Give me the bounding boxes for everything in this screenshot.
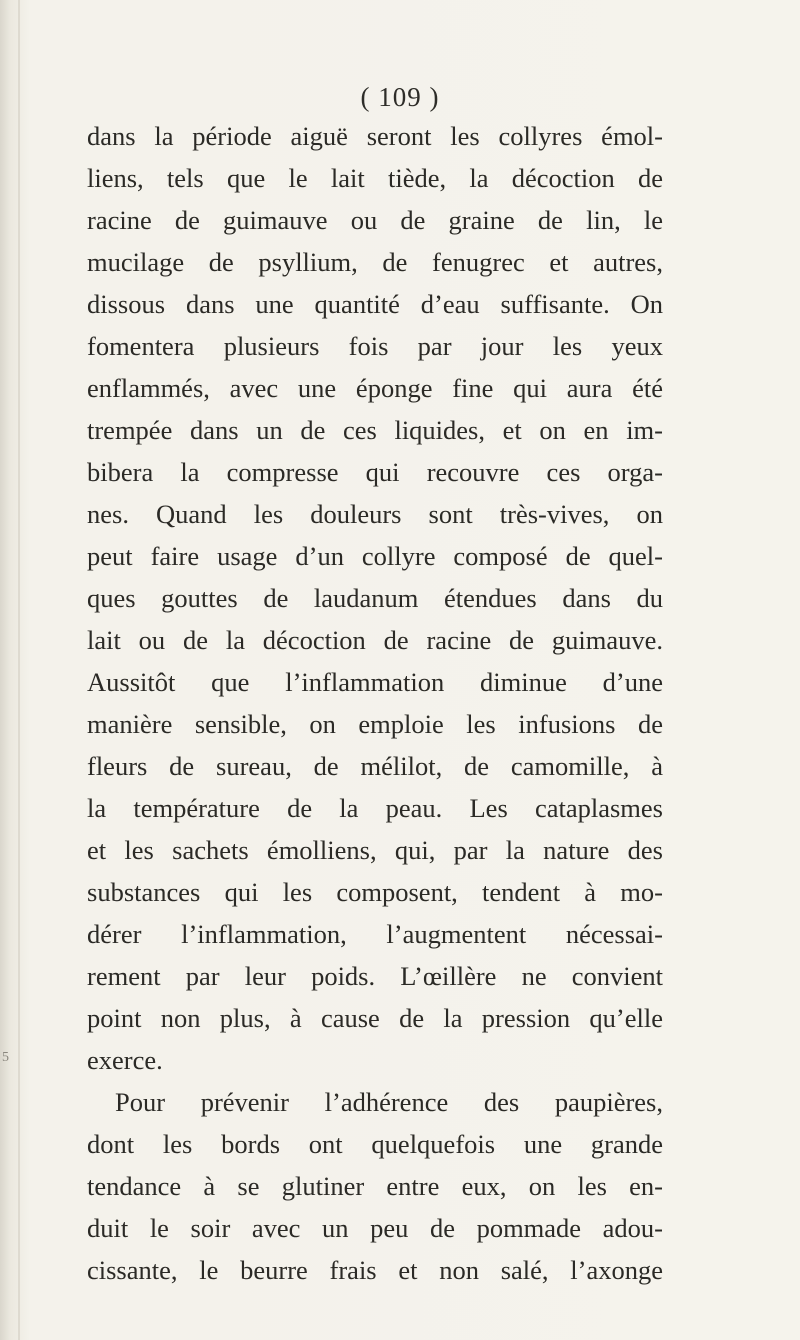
text-line: et les sachets émolliens, qui, par la nature des <box>87 835 663 865</box>
text-line: substances qui les composent, tendent à mo- <box>87 877 663 907</box>
body-text <box>87 115 663 1291</box>
text-line: liens, tels que le lait tiède, la décoction de <box>87 163 663 193</box>
text-line: la température de la peau. Les cataplasmes <box>87 793 663 823</box>
text-line: trempée dans un de ces liquides, et on en im- <box>87 415 663 445</box>
text-line: lait ou de la décoction de racine de guimauve. <box>87 625 663 655</box>
text-line: duit le soir avec un peu de pommade adou- <box>87 1213 663 1243</box>
text-line: dans la période aiguë seront les collyres émol- <box>87 121 663 151</box>
text-line: tendance à se glutiner entre eux, on les en- <box>87 1171 663 1201</box>
text-line: manière sensible, on emploie les infusions de <box>87 709 663 739</box>
page-number: ( 109 ) <box>360 82 440 112</box>
text-line: enflammés, avec une éponge fine qui aura été <box>87 373 663 403</box>
text-line: point non plus, à cause de la pression qu’elle <box>87 1003 663 1033</box>
text-line: cissante, le beurre frais et non salé, l’axonge <box>87 1255 663 1285</box>
text-line: ques gouttes de laudanum étendues dans du <box>87 583 663 613</box>
text-line: racine de guimauve ou de graine de lin, le <box>87 205 663 235</box>
text-line: peut faire usage d’un collyre composé de quel- <box>87 541 663 571</box>
binding-edge <box>18 0 20 1340</box>
text-line: mucilage de psyllium, de fenugrec et autres, <box>87 247 663 277</box>
paragraph-end-line: exerce. <box>87 1045 163 1075</box>
text-line: fomentera plusieurs fois par jour les yeux <box>87 331 663 361</box>
text-line: rement par leur poids. L’œillère ne convient <box>87 961 663 991</box>
text-line: dérer l’inflammation, l’augmentent nécessai- <box>87 919 663 949</box>
text-line: Aussitôt que l’inflammation diminue d’une <box>87 667 663 697</box>
text-line: fleurs de sureau, de mélilot, de camomille, à <box>87 751 663 781</box>
paragraph-start-line: Pour prévenir l’adhérence des paupières, <box>115 1087 663 1117</box>
text-line: bibera la compresse qui recouvre ces orga- <box>87 457 663 487</box>
text-line: dont les bords ont quelquefois une grande <box>87 1129 663 1159</box>
text-line: nes. Quand les douleurs sont très-vives, on <box>87 499 663 529</box>
text-line: dissous dans une quantité d’eau suffisante. On <box>87 289 663 319</box>
margin-mark: 5 <box>2 1050 9 1065</box>
